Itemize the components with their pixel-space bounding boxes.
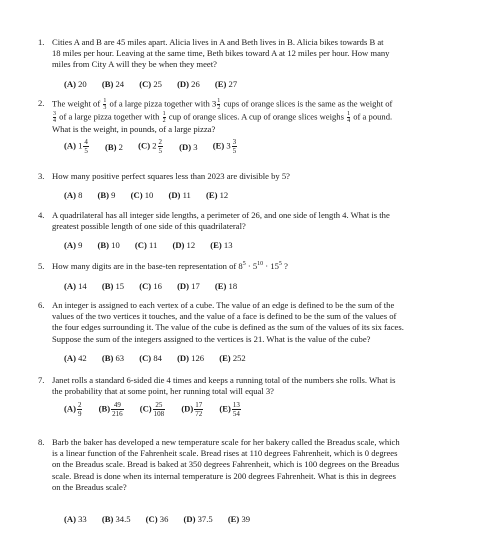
choice-c: (C) 36 (145, 514, 169, 525)
choice-b: (B) 34.5 (101, 514, 131, 525)
choice-b: (B) $\frac{49}{216}$ (98, 401, 123, 418)
text-line: on the Breadus scale? (52, 481, 127, 492)
choice-d: (D) 126 (177, 353, 205, 364)
choice-c: (C) 11 (134, 240, 158, 251)
fraction: $\frac{1}{4}$ (347, 111, 351, 124)
problem-text (52, 37, 458, 71)
choice-e: (E) 27 (214, 79, 238, 90)
choice-e: (E) 12 (206, 190, 229, 201)
choice-b: (B) 10 (97, 240, 120, 251)
problem-text (52, 300, 458, 345)
answer-choices (64, 189, 241, 200)
problem-number: 6. (38, 300, 45, 310)
choice-e: (E) 39 (227, 514, 251, 525)
choice-d: (D) 12 (172, 240, 196, 251)
answer-choices (64, 78, 250, 89)
text-line: Barb the baker has developed a new temperature scale for her bakery called the Breadus scale, which (52, 437, 400, 447)
fraction: $\frac{3}{4}$ (53, 111, 56, 124)
problem-text (52, 437, 458, 493)
text-line: 18 miles per hour. Leaving at the same time, Beth bikes toward A at 12 miles per hour. How many (52, 48, 390, 59)
choice-b: (B) 9 (97, 190, 116, 201)
choice-a: (A) $\frac{2}{9}$ (64, 401, 82, 418)
choice-c: (C) 16 (139, 281, 162, 292)
choice-c: (C) 10 (130, 190, 154, 201)
choice-c: (C) 25 (139, 79, 162, 90)
choice-c: (C) 2 $\frac{2}{5}$ (138, 138, 163, 155)
problem-number: 5. (38, 261, 45, 271)
choice-b: (B) 2 (105, 141, 123, 152)
choice-d: (D) 11 (168, 190, 191, 201)
answer-choices (64, 352, 259, 363)
choice-d: (D) $\frac{17}{72}$ (181, 401, 203, 418)
text-line: An integer is assigned to each vertex of a cube. The value of an edge is defined to be the sum of the (52, 300, 395, 310)
choice-a: (A) 14 (64, 281, 87, 292)
problem-number: 2. (38, 98, 45, 108)
problem-number: 3. (38, 171, 45, 181)
answer-choices (64, 401, 255, 418)
problem-text (52, 98, 458, 135)
answer-choices (64, 280, 250, 291)
text-line: A quadrilateral has all integer side lengths, a perimeter of 26, and one side of length 4. What is the (52, 210, 390, 220)
text-line: values of the two vertices it touches, and the value of a face is defined to be the sum of the values of (52, 311, 397, 322)
choice-d: (D) 3 (179, 141, 198, 152)
choice-a: (A) 8 (64, 190, 83, 201)
text-line: The weight of $\frac{1}{3}$ of a large pizza together with 3 $\frac{1}{2}$ cups of orange slices is the same as the weight of (52, 98, 393, 111)
choice-a: (A) 20 (64, 79, 87, 90)
choice-e: (E) 18 (214, 281, 238, 292)
choice-a: (A) 33 (64, 514, 87, 525)
text-line: miles from City A will they be when they meet? (52, 59, 217, 70)
choice-d: (D) 17 (177, 281, 200, 292)
text-line: the probability that at some point, her running total will equal 3? (52, 386, 274, 397)
problem-number: 1. (38, 37, 45, 47)
problem-number: 4. (38, 210, 45, 220)
text-line: Janet rolls a standard 6-sided die 4 times and keeps a running total of the numbers she rolls. What is (52, 375, 396, 385)
choice-e: (E) 13 (210, 240, 233, 251)
problem-text (52, 210, 458, 232)
text-line: Suppose the sum of the integers assigned to the vertices is 21. What is the value of the cube? (52, 333, 371, 344)
choice-d: (D) 37.5 (183, 514, 213, 525)
problem-number: 7. (38, 375, 45, 385)
text-line: What is the weight, in pounds, of a large pizza? (52, 124, 216, 134)
choice-b: (B) 63 (101, 353, 125, 364)
text-line: How many positive perfect squares less than 2023 are divisible by 5? (52, 171, 290, 181)
answer-choices (64, 239, 246, 250)
choice-b: (B) 24 (101, 79, 125, 90)
choice-a: (A) 42 (64, 353, 87, 364)
choice-e: (E) 3 $\frac{3}{5}$ (212, 138, 237, 155)
choice-e: (E) 252 (219, 353, 246, 364)
text-line: on the Breadus scale. Bread is baked at 350 degrees Fahrenheit, which is 100 degrees on the Breadus (52, 459, 400, 470)
fraction: $\frac{1}{2}$ (162, 111, 166, 124)
text-line: Cities A and B are 45 miles apart. Alicia lives in A and Beth lives in B. Alicia bikes towards B at (52, 37, 384, 47)
choice-c: (C) $\frac{25}{108}$ (139, 401, 165, 418)
problem-number: 8. (38, 437, 45, 447)
choice-d: (D) 26 (177, 79, 200, 90)
text-line: $\frac{3}{4}$ of a large pizza together with $\frac{1}{2}$ cup of orange slices. A cup of orange slices weighs $\frac{1}{4}$ of a pound. (53, 111, 393, 124)
text-line: the four edges surrounding it. The value of the cube is defined as the sum of the values of its six faces. (52, 322, 404, 333)
text-line: How many digits are in the base-ten representation of $8^5 \cdot 5^{10} \cdot 15^5$ ? (52, 261, 288, 271)
problem-text (52, 171, 458, 182)
fraction: $\frac{1}{3}$ (103, 98, 107, 111)
choice-b: (B) 15 (101, 281, 125, 292)
choice-a: (A) 1 $\frac{4}{5}$ (64, 138, 88, 155)
text-line: is a linear function of the Fahrenheit scale. Bread rises at 110 degrees Fahrenheit, which is 0 degrees (52, 448, 398, 459)
fraction: $\frac{1}{2}$ (217, 98, 221, 111)
problem-text (52, 375, 458, 397)
choice-c: (C) 84 (139, 353, 162, 364)
text-line: scale. Bread is done when its internal temperature is 200 degrees Fahrenheit. What is this in degrees (52, 470, 396, 481)
answer-choices (64, 513, 263, 524)
answer-choices (64, 138, 251, 155)
text-line: greatest possible length of one side of this quadrilateral? (52, 221, 246, 232)
choice-a: (A) 9 (64, 240, 83, 251)
problem-text (52, 261, 458, 272)
choice-e: (E) $\frac{13}{54}$ (219, 401, 240, 418)
